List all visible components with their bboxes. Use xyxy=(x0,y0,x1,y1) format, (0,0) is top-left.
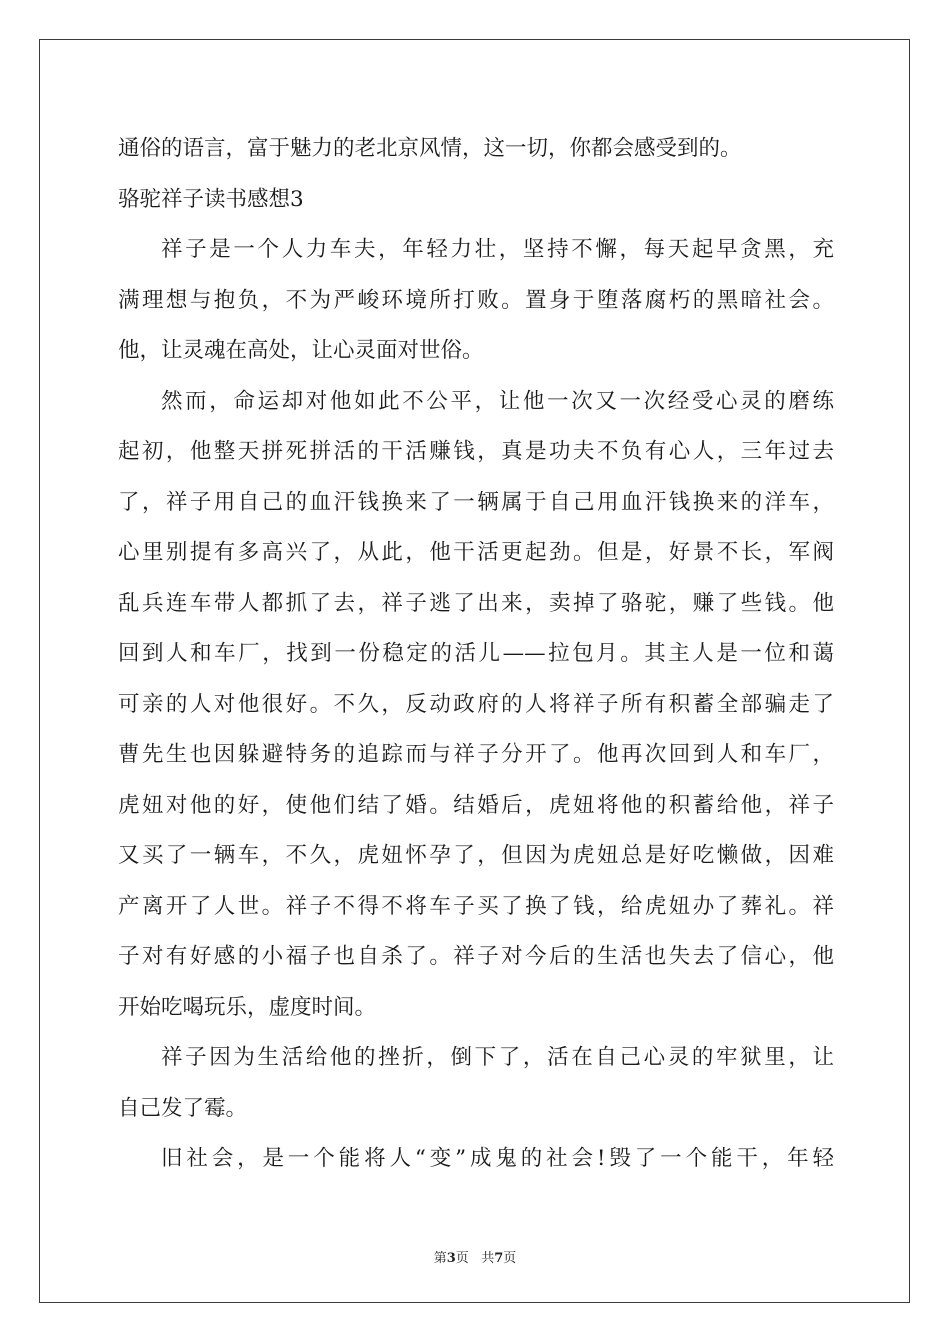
text-line: 祥子是一个人力车夫，年轻力壮，坚持不懈，每天起早贪黑，充 xyxy=(161,237,834,262)
text-line: 自己发了霉。 xyxy=(118,1095,248,1121)
text-line: 了，祥子用自己的血汗钱换来了一辆属于自己用血汗钱换来的洋车， xyxy=(118,489,834,515)
text-line: 开始吃喝玩乐，虚度时间。 xyxy=(118,994,377,1020)
text-line: 祥子因为生活给他的挫折，倒下了，活在自己心灵的牢狱里，让 xyxy=(161,1045,834,1070)
text-line: 曹先生也因躲避特务的追踪而与祥子分开了。他再次回到人和车厂， xyxy=(118,742,834,767)
text-line: 可亲的人对他很好。不久，反动政府的人将祥子所有积蓄全部骗走了 xyxy=(118,691,834,717)
total-pages: 7 xyxy=(494,1251,504,1266)
text-line: 起初，他整天拼死拼活的干活赚钱，真是功夫不负有心人，三年过去 xyxy=(118,439,834,464)
text-line: 回到人和车厂，找到一份稳定的活儿——拉包月。其主人是一位和蔼 xyxy=(118,641,834,666)
text-line: 产离开了人世。祥子不得不将车子买了换了钱，给虎妞办了葬礼。祥 xyxy=(118,893,834,919)
text-line: 他，让灵魂在高处，让心灵面对世俗。 xyxy=(118,338,484,363)
text-line: 子对有好感的小福子也自杀了。祥子对今后的生活也失去了信心，他 xyxy=(118,944,834,969)
page-label-prefix: 第 xyxy=(433,1251,447,1266)
total-label-suffix: 页 xyxy=(503,1251,517,1266)
text-line: 然而，命运却对他如此不公平，让他一次又一次经受心灵的磨练 xyxy=(161,388,834,414)
text-line: 旧社会，是一个能将人“变”成鬼的社会!毁了一个能干，年轻 xyxy=(161,1146,834,1171)
document-body xyxy=(118,124,834,1185)
text-line: 虎妞对他的好，使他们结了婚。结婚后，虎妞将他的积蓄给他，祥子 xyxy=(118,792,834,818)
text-line: 心里别提有多高兴了，从此，他干活更起劲。但是，好景不长，军阀 xyxy=(118,540,834,565)
text-line: 满理想与抱负，不为严峻环境所打败。置身于堕落腐朽的黑暗社会。 xyxy=(118,287,834,313)
text-line: 通俗的语言，富于魅力的老北京风情，这一切，你都会感受到的。 xyxy=(118,136,742,161)
page-label-suffix: 页 xyxy=(455,1251,469,1266)
text-line: 乱兵连车带人都抓了去，祥子逃了出来，卖掉了骆驼，赚了些钱。他 xyxy=(118,590,834,616)
page-footer xyxy=(0,1247,950,1266)
text-line: 骆驼祥子读书感想3 xyxy=(118,186,304,212)
total-label-prefix: 共 xyxy=(481,1251,495,1266)
page-number: 3 xyxy=(446,1251,456,1266)
text-line: 又买了一辆车，不久，虎妞怀孕了，但因为虎妞总是好吃懒做，因难 xyxy=(118,843,834,868)
